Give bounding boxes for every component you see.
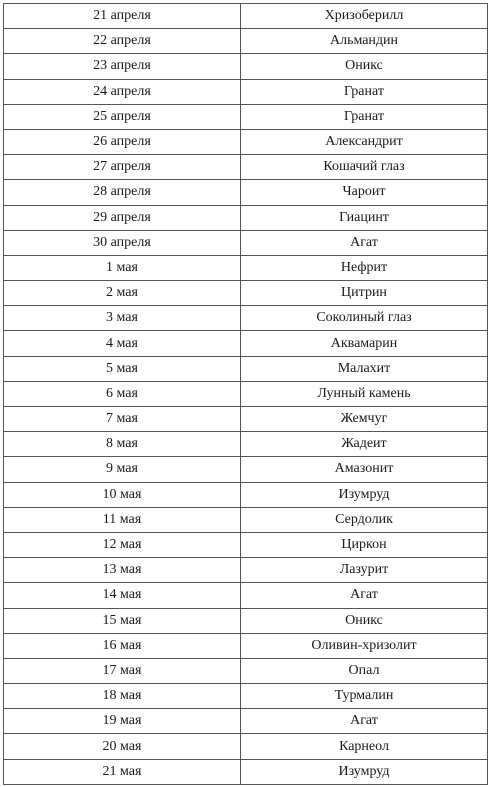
stone-cell: Опал [241,658,488,683]
table-row [4,482,488,507]
table-row [4,381,488,406]
stone-cell: Чароит [241,180,488,205]
table-row [4,281,488,306]
date-cell: 13 мая [4,558,241,583]
stone-cell: Агат [241,230,488,255]
date-cell: 20 мая [4,734,241,759]
stone-cell: Гранат [241,79,488,104]
table-row [4,54,488,79]
date-cell: 30 апреля [4,230,241,255]
table-row [4,129,488,154]
stone-cell: Хризоберилл [241,4,488,29]
table-row [4,658,488,683]
table-row [4,4,488,29]
date-cell: 18 мая [4,684,241,709]
stone-cell: Сердолик [241,507,488,532]
table-row [4,356,488,381]
table-row [4,633,488,658]
stone-cell: Лунный камень [241,381,488,406]
stone-cell: Агат [241,583,488,608]
table-row [4,79,488,104]
table-row [4,155,488,180]
date-cell: 6 мая [4,381,241,406]
date-cell: 9 мая [4,457,241,482]
stone-cell: Жемчуг [241,407,488,432]
date-cell: 22 апреля [4,29,241,54]
date-cell: 11 мая [4,507,241,532]
stone-cell: Оливин-хризолит [241,633,488,658]
date-cell: 8 мая [4,432,241,457]
table-row [4,558,488,583]
date-cell: 19 мая [4,709,241,734]
table-row [4,583,488,608]
stone-cell: Александрит [241,129,488,154]
stone-cell: Оникс [241,608,488,633]
stone-cell: Малахит [241,356,488,381]
table-row [4,507,488,532]
date-cell: 26 апреля [4,129,241,154]
date-cell: 27 апреля [4,155,241,180]
stone-cell: Оникс [241,54,488,79]
date-cell: 12 мая [4,532,241,557]
stone-cell: Амазонит [241,457,488,482]
table-row [4,709,488,734]
date-cell: 24 апреля [4,79,241,104]
stone-cell: Цитрин [241,281,488,306]
table-row [4,407,488,432]
stone-cell: Гранат [241,104,488,129]
stone-cell: Карнеол [241,734,488,759]
stone-cell: Агат [241,709,488,734]
stone-cell: Изумруд [241,759,488,784]
table-row [4,457,488,482]
birthstone-table [3,3,488,785]
stone-cell: Нефрит [241,255,488,280]
stone-cell: Изумруд [241,482,488,507]
table-row [4,432,488,457]
date-cell: 7 мая [4,407,241,432]
table-body [4,4,488,785]
stone-cell: Аквамарин [241,331,488,356]
date-cell: 17 мая [4,658,241,683]
date-cell: 5 мая [4,356,241,381]
date-cell: 2 мая [4,281,241,306]
date-cell: 3 мая [4,306,241,331]
date-cell: 21 мая [4,759,241,784]
table-row [4,759,488,784]
stone-cell: Циркон [241,532,488,557]
table-row [4,230,488,255]
date-cell: 25 апреля [4,104,241,129]
table-row [4,331,488,356]
table-row [4,255,488,280]
date-cell: 29 апреля [4,205,241,230]
date-cell: 28 апреля [4,180,241,205]
stone-cell: Гиацинт [241,205,488,230]
date-cell: 15 мая [4,608,241,633]
date-cell: 16 мая [4,633,241,658]
stone-cell: Соколиный глаз [241,306,488,331]
table-row [4,29,488,54]
stone-cell: Кошачий глаз [241,155,488,180]
table-row [4,205,488,230]
date-cell: 14 мая [4,583,241,608]
table-row [4,306,488,331]
date-cell: 21 апреля [4,4,241,29]
stone-cell: Жадеит [241,432,488,457]
date-cell: 4 мая [4,331,241,356]
stone-cell: Альмандин [241,29,488,54]
table-row [4,684,488,709]
table-row [4,532,488,557]
table-row [4,608,488,633]
date-cell: 10 мая [4,482,241,507]
table-row [4,180,488,205]
table-row [4,104,488,129]
date-cell: 1 мая [4,255,241,280]
date-cell: 23 апреля [4,54,241,79]
stone-cell: Лазурит [241,558,488,583]
table-row [4,734,488,759]
stone-cell: Турмалин [241,684,488,709]
